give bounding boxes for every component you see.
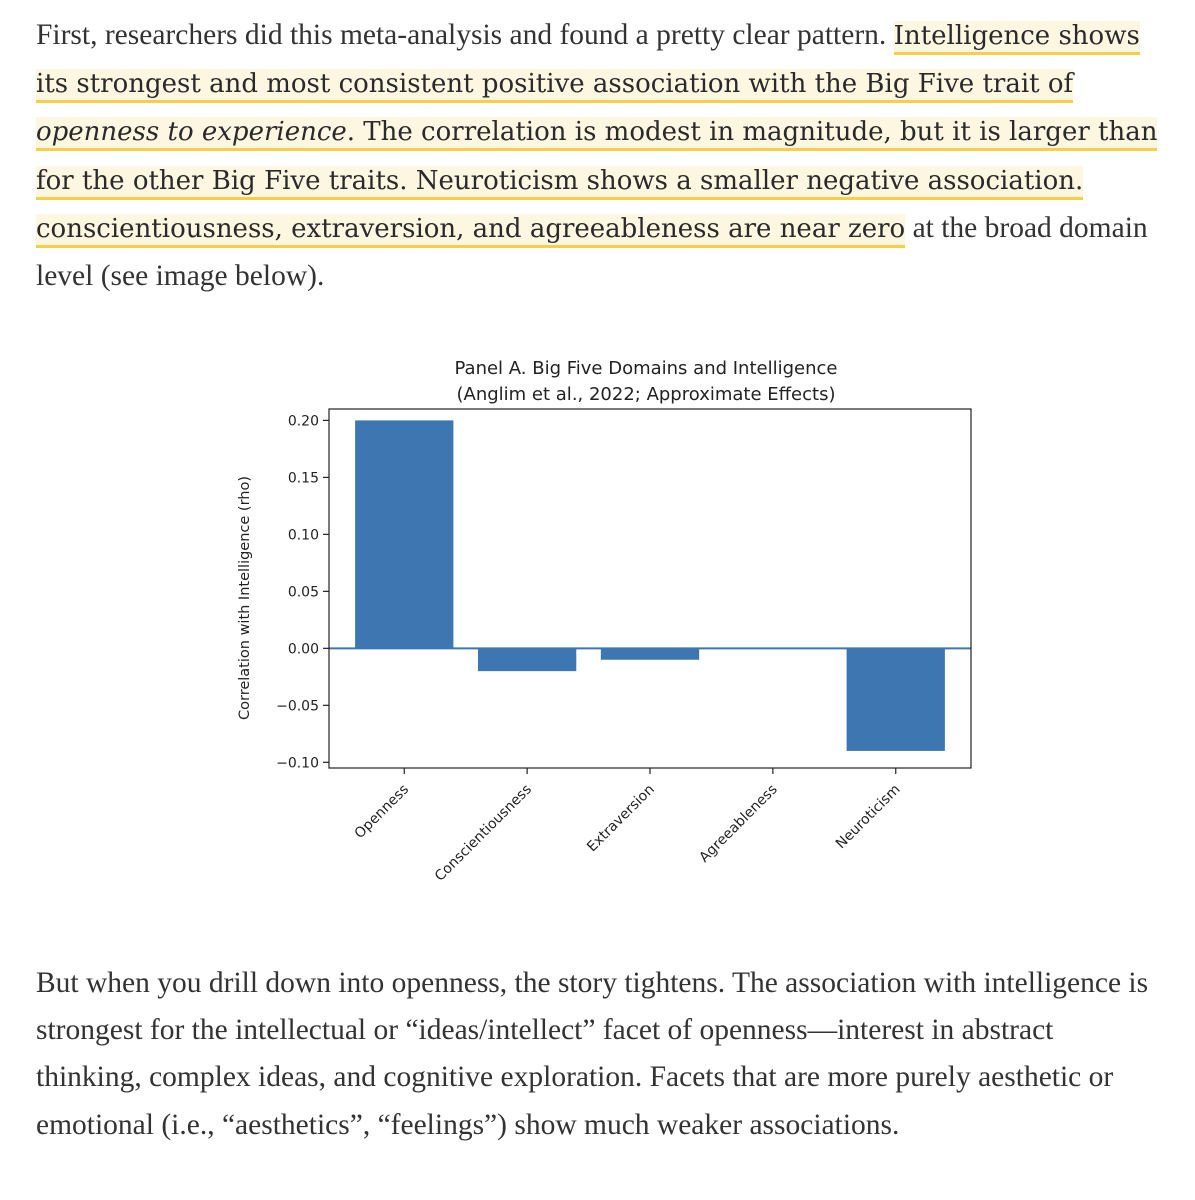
y-tick-label: −0.05 [276,698,319,715]
y-tick-label: 0.05 [287,584,319,601]
intro-lead-text: First, researchers did this meta-analysis and found a pretty clear pattern. [36,19,894,51]
intro-tail-text: at the broad domain level (see image below). [36,211,1148,293]
y-tick-label: −0.10 [276,755,319,772]
x-tick-label-agreeableness: Agreeableness [696,781,781,866]
chart-title-line2: (Anglim et al., 2022; Approximate Effects) [456,384,836,405]
y-tick-label: 0.00 [287,641,319,658]
x-tick-label-conscientiousness: Conscientiousness [431,781,535,885]
y-tick-label: 0.15 [287,470,319,487]
bar-chart [200,345,1000,905]
bar-extraversion [601,648,699,659]
y-tick-label: 0.20 [287,413,319,430]
y-axis-label: Correlation with Intelligence (rho) [237,476,253,720]
highlight-text-b: . The correlation is modest in magnitude, but it is larger than for the other Big Five traits. Neuroticism shows a smaller negative association. conscientiousness, extraversion, and agreeableness are near zero [36,117,1158,244]
bar-openness [355,420,453,648]
x-tick-label-neuroticism: Neuroticism [832,781,904,853]
bar-neuroticism [847,648,945,751]
highlight-text-a: Intelligence shows its strongest and most consistent positive association with the Big Five trait of [36,21,1140,100]
x-tick-label-extraversion: Extraversion [584,781,658,856]
x-tick-label-openness: Openness [351,781,413,842]
intro-paragraph [36,12,1166,300]
chart-title-line1: Panel A. Big Five Domains and Intelligence [454,358,838,379]
bar-conscientiousness [478,648,576,671]
followup-paragraph: But when you drill down into openness, the story tightens. The association with intelligence is strongest for the intellectual or “ideas/intellect” facet of openness—interest in abstract thinking, complex ideas, and cognitive exploration. Facets that are more purely aesthetic or emotional (i.e., “aesthetics”, “feelings”) show much weaker associations. [36,967,1149,1141]
y-tick-label: 0.10 [287,527,319,544]
highlight-emphasis: openness to experience [36,117,347,148]
